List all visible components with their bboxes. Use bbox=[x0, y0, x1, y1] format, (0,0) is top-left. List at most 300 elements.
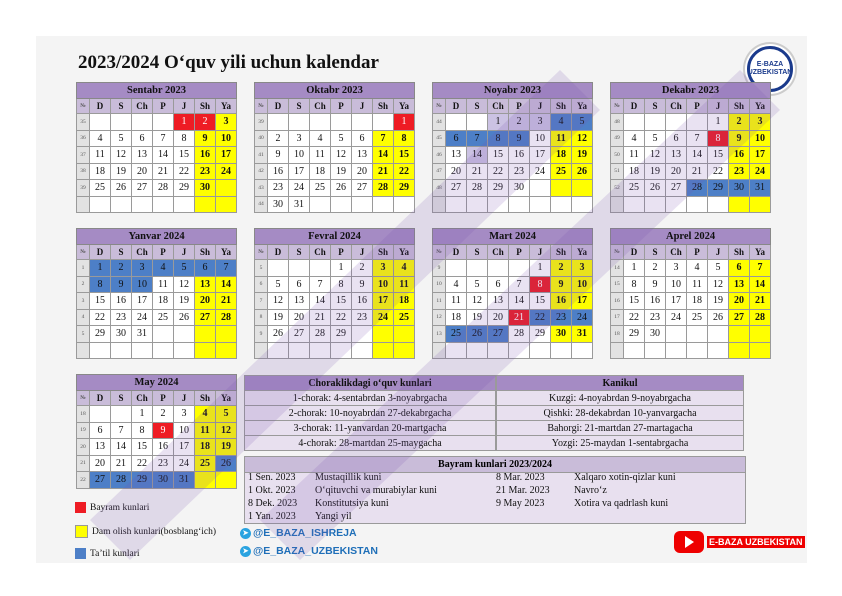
week-number: 45 bbox=[433, 130, 446, 147]
day-cell: 14 bbox=[373, 147, 394, 164]
day-cell: 25 bbox=[153, 309, 174, 326]
day-cell: 16 bbox=[153, 439, 174, 456]
weekday-header: Sh bbox=[195, 391, 216, 406]
day-cell: 17 bbox=[289, 163, 310, 180]
weekday-header: Ya bbox=[394, 245, 415, 260]
day-cell: 24 bbox=[666, 309, 687, 326]
weekday-header: D bbox=[268, 99, 289, 114]
day-cell: 11 bbox=[310, 147, 331, 164]
weekday-header: P bbox=[153, 391, 174, 406]
day-cell: 2 bbox=[729, 114, 750, 131]
day-cell bbox=[352, 114, 373, 131]
week-number: 18 bbox=[611, 326, 624, 343]
weekday-header: Sh bbox=[195, 99, 216, 114]
day-cell: 30 bbox=[268, 196, 289, 213]
quarter-item: 1-chorak: 4-sentabrdan 3-noyabrgacha bbox=[245, 391, 496, 406]
day-cell bbox=[216, 326, 237, 343]
legend-weekend bbox=[75, 525, 216, 538]
weekday-header: J bbox=[352, 99, 373, 114]
day-cell bbox=[352, 196, 373, 213]
day-cell: 22 bbox=[530, 309, 551, 326]
week-number: 44 bbox=[255, 196, 268, 213]
day-cell: 27 bbox=[90, 472, 111, 489]
day-cell: 10 bbox=[132, 276, 153, 293]
day-cell bbox=[708, 196, 729, 213]
day-cell bbox=[195, 342, 216, 359]
quarters-header: Choraklikdagi o‘quv kunlari bbox=[245, 376, 496, 391]
day-cell: 22 bbox=[174, 163, 195, 180]
weekday-header: Sh bbox=[729, 245, 750, 260]
week-number: 19 bbox=[77, 422, 90, 439]
weekday-header: D bbox=[446, 245, 467, 260]
day-cell: 11 bbox=[195, 422, 216, 439]
day-cell: 19 bbox=[645, 163, 666, 180]
day-cell: 15 bbox=[530, 293, 551, 310]
weekday-header: Ya bbox=[572, 99, 593, 114]
weekday-header: P bbox=[153, 99, 174, 114]
day-cell: 11 bbox=[394, 276, 415, 293]
day-cell: 30 bbox=[729, 180, 750, 197]
day-cell: 19 bbox=[268, 309, 289, 326]
day-cell: 12 bbox=[111, 147, 132, 164]
day-cell: 3 bbox=[530, 114, 551, 131]
weekday-header: P bbox=[687, 99, 708, 114]
telegram-link-ishreja[interactable] bbox=[240, 527, 357, 539]
day-cell: 5 bbox=[572, 114, 593, 131]
day-cell: 24 bbox=[216, 163, 237, 180]
day-cell bbox=[289, 342, 310, 359]
day-cell: 26 bbox=[467, 326, 488, 343]
day-cell: 7 bbox=[310, 276, 331, 293]
holiday-name: Konstitutsiya kuni bbox=[315, 498, 389, 509]
day-cell: 29 bbox=[708, 180, 729, 197]
day-cell: 16 bbox=[195, 147, 216, 164]
day-cell: 26 bbox=[111, 180, 132, 197]
day-cell bbox=[216, 180, 237, 197]
day-cell: 20 bbox=[488, 309, 509, 326]
day-cell: 2 bbox=[551, 260, 572, 277]
day-cell: 28 bbox=[310, 326, 331, 343]
day-cell bbox=[111, 342, 132, 359]
weekday-header: Sh bbox=[729, 99, 750, 114]
day-cell: 9 bbox=[268, 147, 289, 164]
weekday-header: S bbox=[289, 245, 310, 260]
month-name: Mart 2024 bbox=[433, 229, 593, 245]
day-cell: 8 bbox=[331, 276, 352, 293]
day-cell: 13 bbox=[289, 293, 310, 310]
day-cell: 21 bbox=[111, 455, 132, 472]
day-cell: 4 bbox=[153, 260, 174, 277]
day-cell: 28 bbox=[216, 309, 237, 326]
weekday-header: S bbox=[645, 99, 666, 114]
day-cell bbox=[174, 196, 195, 213]
week-number bbox=[611, 196, 624, 213]
weekday-header: Ya bbox=[216, 245, 237, 260]
month-name: Oktabr 2023 bbox=[255, 83, 415, 99]
day-cell: 5 bbox=[216, 406, 237, 423]
day-cell: 25 bbox=[624, 180, 645, 197]
day-cell bbox=[624, 114, 645, 131]
legend-swatch bbox=[75, 502, 86, 513]
day-cell: 22 bbox=[708, 163, 729, 180]
day-cell: 15 bbox=[331, 293, 352, 310]
day-cell: 1 bbox=[530, 260, 551, 277]
day-cell: 8 bbox=[708, 130, 729, 147]
day-cell: 5 bbox=[708, 260, 729, 277]
day-cell bbox=[530, 342, 551, 359]
day-cell bbox=[174, 326, 195, 343]
day-cell bbox=[153, 196, 174, 213]
day-cell: 5 bbox=[268, 276, 289, 293]
holiday-name: Xalqaro xotin-qizlar kuni bbox=[574, 472, 676, 483]
day-cell: 25 bbox=[90, 180, 111, 197]
day-cell: 20 bbox=[90, 455, 111, 472]
day-cell bbox=[687, 342, 708, 359]
telegram-icon: ➤ bbox=[240, 546, 251, 557]
holidays-header: Bayram kunlari 2023/2024 bbox=[245, 457, 745, 473]
day-cell: 25 bbox=[446, 326, 467, 343]
day-cell: 24 bbox=[530, 163, 551, 180]
day-cell: 17 bbox=[373, 293, 394, 310]
weekday-header: Ya bbox=[216, 99, 237, 114]
day-cell bbox=[551, 180, 572, 197]
day-cell: 21 bbox=[310, 309, 331, 326]
day-cell bbox=[289, 114, 310, 131]
day-cell: 26 bbox=[268, 326, 289, 343]
day-cell bbox=[331, 114, 352, 131]
day-cell: 20 bbox=[729, 293, 750, 310]
day-cell: 22 bbox=[394, 163, 415, 180]
weekday-header: Sh bbox=[551, 99, 572, 114]
day-cell: 1 bbox=[331, 260, 352, 277]
day-cell: 10 bbox=[216, 130, 237, 147]
day-cell bbox=[195, 326, 216, 343]
day-cell: 21 bbox=[467, 163, 488, 180]
week-number: 42 bbox=[255, 163, 268, 180]
day-cell: 13 bbox=[446, 147, 467, 164]
day-cell bbox=[509, 342, 530, 359]
day-cell: 8 bbox=[90, 276, 111, 293]
holiday-date: 21 Mar. 2023 bbox=[496, 485, 550, 496]
day-cell: 10 bbox=[572, 276, 593, 293]
week-number: 48 bbox=[611, 114, 624, 131]
day-cell bbox=[645, 196, 666, 213]
day-cell bbox=[729, 196, 750, 213]
day-cell bbox=[729, 342, 750, 359]
day-cell bbox=[645, 342, 666, 359]
day-cell: 6 bbox=[729, 260, 750, 277]
day-cell: 2 bbox=[195, 114, 216, 131]
day-cell: 29 bbox=[174, 180, 195, 197]
quarter-item: 3-chorak: 11-yanvardan 20-martgacha bbox=[245, 421, 496, 436]
day-cell: 28 bbox=[111, 472, 132, 489]
month-calendar bbox=[76, 374, 237, 489]
day-cell: 5 bbox=[467, 276, 488, 293]
day-cell: 22 bbox=[90, 309, 111, 326]
day-cell: 3 bbox=[750, 114, 771, 131]
day-cell: 8 bbox=[488, 130, 509, 147]
legend-holiday bbox=[75, 502, 149, 513]
day-cell: 14 bbox=[750, 276, 771, 293]
vacation-item: Yozgi: 25-maydan 1-sentabrgacha bbox=[497, 436, 744, 451]
day-cell: 17 bbox=[572, 293, 593, 310]
day-cell: 16 bbox=[268, 163, 289, 180]
day-cell: 6 bbox=[289, 276, 310, 293]
weekday-header: D bbox=[446, 99, 467, 114]
week-number: 14 bbox=[611, 260, 624, 277]
day-cell: 28 bbox=[153, 180, 174, 197]
day-cell: 29 bbox=[624, 326, 645, 343]
weekday-header: S bbox=[289, 99, 310, 114]
weekday-header: Ya bbox=[750, 245, 771, 260]
day-cell: 15 bbox=[708, 147, 729, 164]
day-cell bbox=[132, 342, 153, 359]
day-cell: 9 bbox=[551, 276, 572, 293]
week-number: 1 bbox=[77, 260, 90, 277]
day-cell: 14 bbox=[216, 276, 237, 293]
day-cell bbox=[467, 260, 488, 277]
day-cell: 17 bbox=[750, 147, 771, 164]
day-cell: 6 bbox=[132, 130, 153, 147]
day-cell: 18 bbox=[310, 163, 331, 180]
day-cell bbox=[352, 342, 373, 359]
holiday-date: 8 Dek. 2023 bbox=[248, 498, 298, 509]
day-cell: 15 bbox=[90, 293, 111, 310]
month-calendar bbox=[76, 228, 237, 359]
day-cell: 13 bbox=[729, 276, 750, 293]
holiday-name: Mustaqillik kuni bbox=[315, 472, 382, 483]
day-cell: 26 bbox=[216, 455, 237, 472]
day-cell: 11 bbox=[687, 276, 708, 293]
day-cell: 19 bbox=[331, 163, 352, 180]
weekday-header: P bbox=[509, 99, 530, 114]
day-cell: 3 bbox=[373, 260, 394, 277]
week-number: 18 bbox=[77, 406, 90, 423]
week-number: 36 bbox=[77, 130, 90, 147]
day-cell: 14 bbox=[687, 147, 708, 164]
day-cell: 29 bbox=[132, 472, 153, 489]
day-cell: 29 bbox=[530, 326, 551, 343]
weekday-header: J bbox=[174, 99, 195, 114]
day-cell: 31 bbox=[572, 326, 593, 343]
day-cell bbox=[446, 196, 467, 213]
month-name: Dekabr 2023 bbox=[611, 83, 771, 99]
day-cell: 27 bbox=[729, 309, 750, 326]
day-cell: 13 bbox=[132, 147, 153, 164]
day-cell: 12 bbox=[645, 147, 666, 164]
weekday-header: D bbox=[90, 99, 111, 114]
day-cell: 30 bbox=[551, 326, 572, 343]
weekday-header: P bbox=[509, 245, 530, 260]
day-cell: 7 bbox=[467, 130, 488, 147]
day-cell: 3 bbox=[216, 114, 237, 131]
youtube-badge[interactable] bbox=[674, 531, 805, 553]
day-cell bbox=[331, 342, 352, 359]
day-cell: 9 bbox=[509, 130, 530, 147]
month-name: May 2024 bbox=[77, 375, 237, 391]
day-cell: 8 bbox=[174, 130, 195, 147]
day-cell: 26 bbox=[174, 309, 195, 326]
day-cell bbox=[394, 326, 415, 343]
day-cell: 11 bbox=[624, 147, 645, 164]
day-cell: 5 bbox=[174, 260, 195, 277]
day-cell: 28 bbox=[750, 309, 771, 326]
week-number: 51 bbox=[611, 163, 624, 180]
day-cell bbox=[331, 196, 352, 213]
day-cell: 23 bbox=[352, 309, 373, 326]
weekday-header: № bbox=[611, 245, 624, 260]
day-cell: 8 bbox=[624, 276, 645, 293]
vacation-item: Qishki: 28-dekabrdan 10-yanvargacha bbox=[497, 406, 744, 421]
day-cell bbox=[153, 342, 174, 359]
day-cell: 13 bbox=[488, 293, 509, 310]
week-number: 17 bbox=[611, 309, 624, 326]
month-name: Fevral 2024 bbox=[255, 229, 415, 245]
telegram-handle: @E_BAZA_UZBEKISTAN bbox=[253, 545, 378, 557]
day-cell: 4 bbox=[624, 130, 645, 147]
telegram-link-uzbekistan[interactable] bbox=[240, 545, 378, 557]
day-cell: 9 bbox=[729, 130, 750, 147]
week-number: 9 bbox=[255, 326, 268, 343]
day-cell bbox=[488, 196, 509, 213]
day-cell: 19 bbox=[708, 293, 729, 310]
day-cell: 12 bbox=[216, 422, 237, 439]
day-cell: 27 bbox=[488, 326, 509, 343]
day-cell bbox=[268, 260, 289, 277]
weekday-header: Ya bbox=[216, 391, 237, 406]
day-cell bbox=[111, 406, 132, 423]
day-cell bbox=[467, 196, 488, 213]
day-cell: 10 bbox=[750, 130, 771, 147]
week-number: 12 bbox=[433, 309, 446, 326]
weekday-header: Ch bbox=[310, 99, 331, 114]
day-cell: 21 bbox=[509, 309, 530, 326]
day-cell: 4 bbox=[90, 130, 111, 147]
day-cell: 31 bbox=[289, 196, 310, 213]
day-cell: 14 bbox=[509, 293, 530, 310]
week-number: 16 bbox=[611, 293, 624, 310]
day-cell: 23 bbox=[729, 163, 750, 180]
weekday-header: J bbox=[708, 245, 729, 260]
day-cell: 27 bbox=[666, 180, 687, 197]
day-cell: 15 bbox=[624, 293, 645, 310]
month-calendar bbox=[610, 82, 771, 213]
day-cell bbox=[551, 196, 572, 213]
day-cell: 19 bbox=[174, 293, 195, 310]
day-cell: 16 bbox=[551, 293, 572, 310]
day-cell: 7 bbox=[509, 276, 530, 293]
day-cell: 6 bbox=[666, 130, 687, 147]
day-cell: 17 bbox=[132, 293, 153, 310]
day-cell: 2 bbox=[352, 260, 373, 277]
day-cell bbox=[509, 196, 530, 213]
day-cell: 27 bbox=[446, 180, 467, 197]
day-cell: 6 bbox=[90, 422, 111, 439]
holiday-name: Yangi yil bbox=[315, 511, 352, 522]
weekday-header: Sh bbox=[195, 245, 216, 260]
day-cell: 10 bbox=[666, 276, 687, 293]
week-number: 43 bbox=[255, 180, 268, 197]
day-cell: 21 bbox=[373, 163, 394, 180]
day-cell: 26 bbox=[708, 309, 729, 326]
day-cell: 31 bbox=[132, 326, 153, 343]
week-number: 10 bbox=[433, 276, 446, 293]
month-name: Sentabr 2023 bbox=[77, 83, 237, 99]
day-cell: 17 bbox=[174, 439, 195, 456]
month-calendar bbox=[432, 82, 593, 213]
day-cell: 8 bbox=[394, 130, 415, 147]
day-cell: 16 bbox=[111, 293, 132, 310]
day-cell: 21 bbox=[750, 293, 771, 310]
day-cell: 20 bbox=[289, 309, 310, 326]
week-number: 39 bbox=[77, 180, 90, 197]
day-cell: 31 bbox=[750, 180, 771, 197]
weekday-header: № bbox=[255, 245, 268, 260]
week-number: 3 bbox=[77, 293, 90, 310]
day-cell bbox=[750, 196, 771, 213]
day-cell bbox=[446, 114, 467, 131]
day-cell bbox=[111, 196, 132, 213]
day-cell: 24 bbox=[572, 309, 593, 326]
weekday-header: № bbox=[77, 99, 90, 114]
day-cell: 9 bbox=[111, 276, 132, 293]
day-cell bbox=[268, 114, 289, 131]
day-cell bbox=[289, 260, 310, 277]
day-cell: 18 bbox=[551, 147, 572, 164]
day-cell bbox=[216, 472, 237, 489]
day-cell: 1 bbox=[132, 406, 153, 423]
day-cell: 6 bbox=[488, 276, 509, 293]
day-cell bbox=[132, 196, 153, 213]
legend-swatch bbox=[75, 548, 86, 559]
day-cell: 20 bbox=[446, 163, 467, 180]
day-cell: 2 bbox=[509, 114, 530, 131]
day-cell: 3 bbox=[289, 130, 310, 147]
day-cell: 19 bbox=[467, 309, 488, 326]
weekday-header: J bbox=[530, 245, 551, 260]
weekday-header: S bbox=[111, 99, 132, 114]
weekday-header: S bbox=[111, 391, 132, 406]
legend-label: Dam olish kunlari(bosblang‘ich) bbox=[92, 526, 217, 537]
day-cell: 22 bbox=[488, 163, 509, 180]
weekday-header: S bbox=[467, 245, 488, 260]
weekday-header: № bbox=[611, 99, 624, 114]
day-cell: 21 bbox=[153, 163, 174, 180]
day-cell: 23 bbox=[195, 163, 216, 180]
day-cell: 21 bbox=[687, 163, 708, 180]
day-cell: 6 bbox=[195, 260, 216, 277]
day-cell: 11 bbox=[153, 276, 174, 293]
weekday-header: № bbox=[77, 245, 90, 260]
week-number: 15 bbox=[611, 276, 624, 293]
page-title: 2023/2024 O‘quv yili uchun kalendar bbox=[78, 52, 379, 73]
weekday-header: Ch bbox=[488, 99, 509, 114]
weekday-header: D bbox=[90, 391, 111, 406]
day-cell bbox=[310, 342, 331, 359]
day-cell: 12 bbox=[467, 293, 488, 310]
holiday-date: 1 Okt. 2023 bbox=[248, 485, 296, 496]
day-cell: 23 bbox=[645, 309, 666, 326]
day-cell: 20 bbox=[132, 163, 153, 180]
weekday-header: № bbox=[433, 99, 446, 114]
day-cell bbox=[687, 326, 708, 343]
day-cell: 9 bbox=[352, 276, 373, 293]
week-number: 6 bbox=[255, 276, 268, 293]
day-cell: 24 bbox=[289, 180, 310, 197]
day-cell: 20 bbox=[352, 163, 373, 180]
day-cell: 18 bbox=[90, 163, 111, 180]
day-cell bbox=[446, 342, 467, 359]
